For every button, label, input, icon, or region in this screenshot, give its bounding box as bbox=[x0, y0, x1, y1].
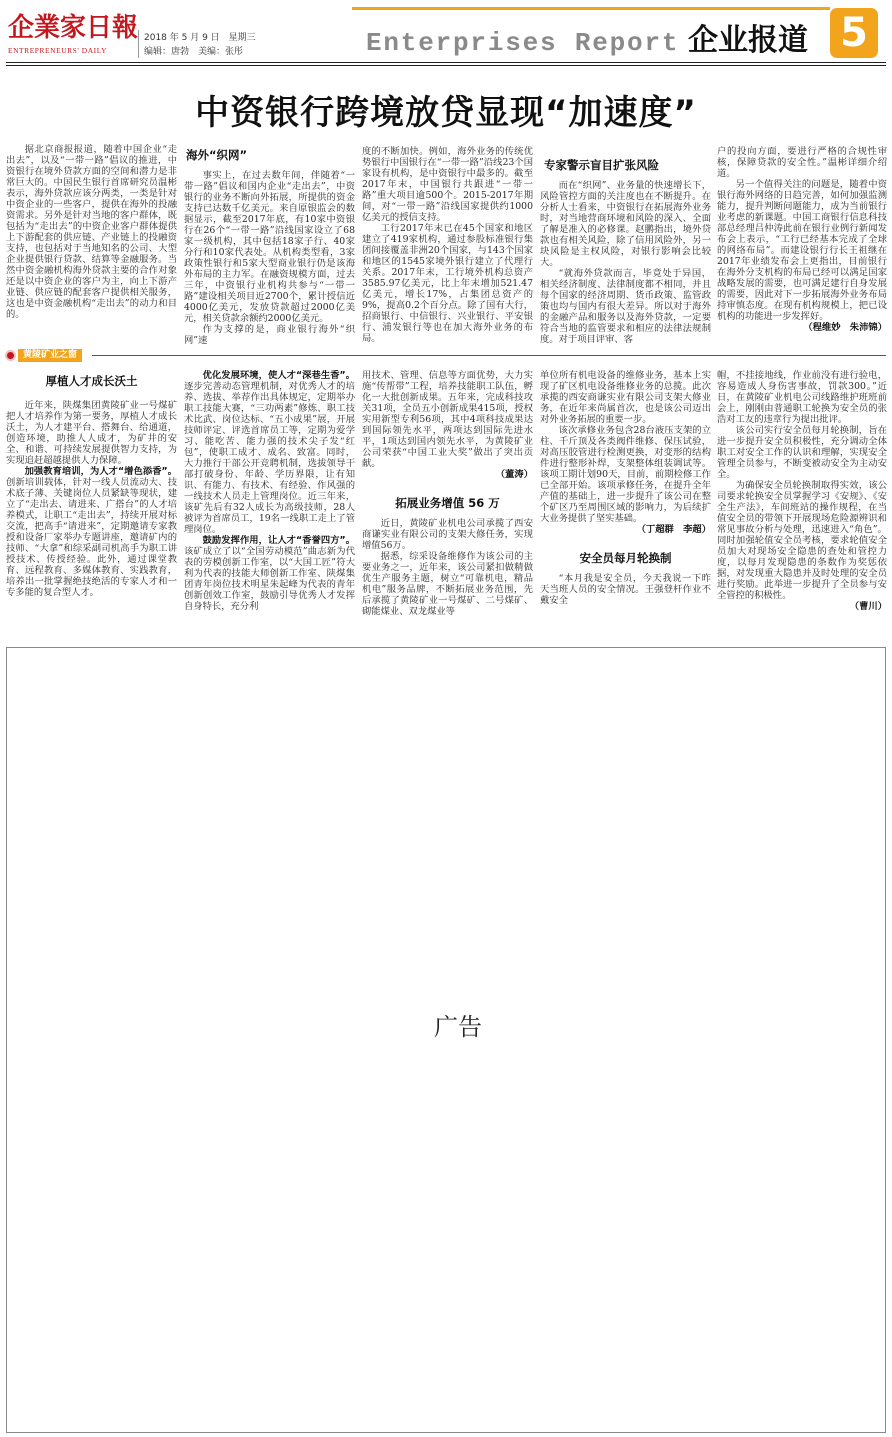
section-tag: 黄陵矿业之窗 bbox=[18, 349, 82, 362]
bottom-column-2 bbox=[184, 370, 355, 640]
paragraph bbox=[184, 535, 355, 612]
paragraph: “就海外贷款而言，毕竟处于异国，相关经济制度、法律制度都不相同，并且每个国家的经济周期、货币政策、监管政策也均与国内有很大差异。所以对于海外的金融产品和服务以及海外贷款，一定要符合当地的监管要求和相应的法律法规制度。对于项目评审、客 bbox=[540, 268, 711, 345]
bottom-column-5 bbox=[717, 370, 887, 640]
bottom-column-4 bbox=[540, 370, 711, 640]
paragraph bbox=[184, 370, 355, 535]
paragraph: 用技术、管理、信息等方面优势，大力实施“传帮带”工程，培养技能职工队伍，孵化一大批创新成果。五年来，完成科技攻关31项，全员五小创新成果415项，授权实用新型专利56项，其中4项科技成果达到国际领先水平，两项达到国际先进水平，1项达到国内领先水平，为黄陵矿业公司荣获“中国工业大奖”做出了突出贡献。 bbox=[362, 370, 533, 469]
paragraph: 为确保安全员轮换制取得实效，该公司要求轮换安全员掌握学习《安规》、《安全生产法》，车间班站的操作规程，在当值安全员的带领下开展现场危险源辨识和常见事故分析与处理，迅速进入“角色”。同时加强轮值安全员考核，要求轮值安全员加大对现场安全隐患的查处和管控力度，以每月发现隐患的条数作为奖惩依据，对发现重大隐患并及时处理的安全员进行奖励。此举进一步提升了全员参与安全管控的积极性。 bbox=[717, 480, 887, 601]
bottom-column-1 bbox=[6, 370, 177, 640]
paragraph-text: 创新培训载体，针对一线人员流动大、技术底子薄、关键岗位人员紧缺等现状，建立了“走出去、请进来、广搭台”的人才培养模式，让职工“走出去”，持续开展对标交流，把高手“请进来”，定期邀请专家教授和设备厂家举办专题讲座，邀请矿内的技师、“大拿”和综采副司机高手为职工讲授技术、传授经验。此外，通过课堂教育、远程教育、多媒体教育、实践教育，培养出一批掌握绝技绝活的专家人才和一专多能的复合型人才。 bbox=[6, 477, 177, 598]
masthead-accent-bar bbox=[352, 7, 830, 10]
advertisement-label: 广告 bbox=[434, 1013, 482, 1041]
paragraph-text: 逐步完善动态管理机制，对优秀人才的培养、选拔、举荐作出具体规定，定期举办职工技能大赛，“三功两素”修炼、职工技术比武、岗位达标、“五小成果”展，开展技师评定、评选首席员工等，定期为爱学习、能吃苦、能力强的技术尖子发“红包”，使职工成才、成名、致富。同时，大力推行干部公开竞聘机制，选拔领导干部打破身份、年龄、学历界限，让有知识、有能力、有技术、有经验、作风强的一线技术人员走上管理岗位。近三年来，该矿先后有32人成长为高级技师，28人被评为首席员工，19名一线职工走上了管理岗位。 bbox=[184, 381, 355, 535]
paragraph: 而在“织网”、业务量的快速增长下，风险管控方面的关注度也在不断提升。在分析人士看来，中资银行在拓展海外业务时，对当地营商环境和风险的深入、全面了解是准入的必修课。赵鹏指出，境外贷款也有相关风险，除了信用风险外，另一块风险是主权风险，对银行影响会比较大。 bbox=[540, 180, 711, 268]
paragraph: 作为支撑的是，商业银行海外“织网”速 bbox=[184, 324, 355, 346]
paragraph: 事实上，在过去数年间，伴随着“一带一路”倡议和国内企业“走出去”，中资银行的业务不断向外拓展，所提供的资金支持已达数千亿美元。来自原银监会的数据显示，截至2017年底，有10家中资银行在26个“一带一路”沿线国家设立了68家一级机构，其中包括18家子行、40家分行和10家代表处。从机构类型看，3家政策性银行和5家大型商业银行仍是该海外布局的主力军。在融资规模方面，过去三年，中资银行业机构共参与“一带一路”建设相关项目近2700个，累计授信近4000亿美元，发放贷款超过2000亿美元，相关贷款余额约2000亿美元。 bbox=[184, 170, 355, 324]
paragraph: 据悉，综采设备维修作为该公司的主要业务之一，近年来，该公司紧扣做精做优生产服务主题，树立“可靠机电，精品机电”服务品牌，不断拓展业务范围，先后承揽了黄陵矿业一号煤矿、二号煤矿、砌能煤业、双龙煤业等 bbox=[362, 551, 533, 617]
lead-headline: 中资银行跨境放贷显现“加速度” bbox=[195, 93, 697, 133]
paragraph: 该次承修业务包含28台液压支架的立柱、千斤顶及各类阀件维修、保压试验，对高压胶管进行检测更换，对变形的结构件进行整形补焊，支架整体组装调试等。该项工期计划90天，目前，前期检修工作已全部开始。该项承修任务，在提升全年产值的基础上，进一步提升了该公司在整个矿区乃至周围区域的影响力，为后续扩大业务提供了坚实基础。 bbox=[540, 425, 711, 524]
lead-column-4 bbox=[540, 146, 711, 350]
byline: （丁超群 李超） bbox=[636, 524, 711, 535]
paragraph: 近年来，陕煤集团黄陵矿业一号煤矿把人才培养作为第一要务，厚植人才成长沃土，为人才建平台、搭舞台、给通道，创造环境，助推人人成才，为矿井的安全、和谐、可持续发展提供智力支持，为实现追赶超越提供人力保障。 bbox=[6, 400, 177, 466]
section-title-english: Enterprises Report bbox=[366, 28, 680, 58]
lead-column-1 bbox=[6, 144, 177, 348]
paragraph-lead: 加强教育培训，为人才“增色添香”。 bbox=[24, 466, 177, 477]
lead-column-2 bbox=[184, 146, 355, 350]
paragraph: “本月我是安全员，今天我说一下昨天当班人员的安全情况。王强登杆作业不戴安全 bbox=[540, 573, 711, 606]
editor-credits: 编辑：唐勃 美编：张彤 bbox=[144, 47, 244, 57]
subheading-overseas-network: 海外“织网” bbox=[186, 148, 248, 162]
safety-story-headline: 安全员每月轮换制 bbox=[579, 551, 672, 565]
lead-column-3 bbox=[362, 146, 533, 350]
section-divider bbox=[92, 355, 886, 356]
paragraph: 工行2017年末已在45个国家和地区建立了419家机构，通过参股标准银行集团间接覆盖非洲20个国家，与143个国家和地区的1545家境外银行建立了代理行关系。2017年末，工行境外机构总资产3585.97亿美元，比上年末增加521.47亿美元，增长17%，占集团总资产的9%，提高0.2个百分点。除了国有大行，招商银行、中信银行、兴业银行、平安银行、浦发银行等也在加大海外业务的布局。 bbox=[362, 223, 533, 344]
byline: （曹川） bbox=[849, 601, 887, 612]
newspaper-logo: 企業家日報 bbox=[8, 13, 139, 43]
paragraph: 据北京商报报道，随着中国企业“走出去”，以及“一带一路”倡议的推进，中资银行在境外贷款方面的空间和潜力是非常巨大的。中国民生银行首席研究员温彬表示，海外贷款应该分两类，一类是针对中资企业的一些客户，提供在海外的投融资需求。另外是针对当地的客户群体，既包括为“走出去”的中资企业客户群体提供上下游配套的供应链、产业链上的投融资支持，也包括对于当地知名的公司、大型企业提供银行贷款、结算等金融服务。当然中资金融机构海外贷款主要的合作对象还是以中资企业的客户为主，向上下游产业链、供应链的配套客户提供相关服务，这也是中资金融机构“走出去”的动力和目的。 bbox=[6, 144, 177, 320]
page-number-badge: 5 bbox=[830, 8, 878, 58]
masthead-divider bbox=[138, 30, 139, 58]
company-logo-icon bbox=[5, 350, 16, 361]
section-title: 企业报道 bbox=[688, 23, 808, 58]
lead-column-5 bbox=[717, 146, 887, 350]
masthead-rule bbox=[6, 62, 886, 66]
byline: （董涛） bbox=[495, 469, 533, 480]
byline: （程维妙 朱沛锦） bbox=[803, 322, 887, 333]
paragraph-lead: 鼓励发挥作用，让人才“香誉四方”。 bbox=[202, 535, 355, 546]
paragraph: 单位所有机电设备的维修业务，基本上实现了矿区机电设备维修业务的总揽。此次承揽的西安商谦实业有限公司支架大修业务，在近年来尚属首次，也是该公司迈出对外业务拓展的重要一步。 bbox=[540, 370, 711, 425]
paragraph-text: 该矿成立了以“全国劳动模范”曲志新为代表的劳模创新工作室，以“大国工匠”符大利为代表的技能大师创新工作室、陕煤集团青年岗位技术明星朱起峰为代表的青年创新创效工作室，鼓励引导优秀人才发挥自身特长，充分利 bbox=[184, 546, 355, 612]
paragraph-lead: 优化发展环境，使人才“深巷生香”。 bbox=[202, 370, 355, 381]
paragraph bbox=[6, 466, 177, 598]
paragraph: 度的不断加快。例如，海外业务的传统优势银行中国银行在“一带一路”沿线23个国家设有机构，是中资银行中最多的。截至2017年末，中国银行共跟进“一带一路”重大项目逾500个。2015-2017年期间，对“一带一路”沿线国家提供约1000亿美元的授信支持。 bbox=[362, 146, 533, 223]
paragraph: 帽，不挂接地线，作业前没有进行验电，容易造成人身伤害事故，罚款300。”近日，在黄陵矿业机电公司线路维护班班前会上，刚刚由普通职工轮换为安全员的张浩对工友的违章行为提出批评。 bbox=[717, 370, 887, 425]
subheading-risk-warning: 专家警示盲目扩张风险 bbox=[544, 158, 659, 172]
bottom-column-3 bbox=[362, 370, 533, 640]
paragraph: 户的投向方面，要进行严格的合规性审核，保障贷款的安全性。”温彬详细介绍道。 bbox=[717, 146, 887, 179]
talent-story-headline: 厚植人才成长沃土 bbox=[45, 374, 138, 388]
paragraph: 另一个值得关注的问题是，随着中资银行海外网络的日趋完善，如何加强监测能力，提升判断问题能力，成为当前银行业考虑的新课题。中国工商银行信息科技部总经理吕仲涛此前在银行业例行新闻发布会上表示，“工行已经基本完成了全球的网络布局”。而建设银行行长王祖继在2017年业绩发布会上更指出，目前银行在海外分支机构的布局已经可以满足国家战略发展的需要，也可满足建行自身发展的需要，因此对下一步拓展海外业务布局持审慎态度。在现有机构规模上，把已设机构的功能进一步发挥好。 bbox=[717, 179, 887, 322]
paragraph: 近日，黄陵矿业机电公司承揽了西安商谦实业有限公司的支架大修任务，实现增值56万。 bbox=[362, 518, 533, 551]
business-story-headline: 拓展业务增值 56 万 bbox=[395, 496, 500, 510]
newspaper-logo-english: ENTREPRENEURS' DAILY bbox=[8, 46, 108, 55]
paragraph: 该公司实行安全员每月轮换制，旨在进一步提升安全员积极性，充分调动全体职工对安全工作的认识和理解，实现安全管理全员参与，不断变被动安全为主动安全。 bbox=[717, 425, 887, 480]
issue-date: 2018 年 5 月 9 日 星期三 bbox=[144, 33, 256, 43]
